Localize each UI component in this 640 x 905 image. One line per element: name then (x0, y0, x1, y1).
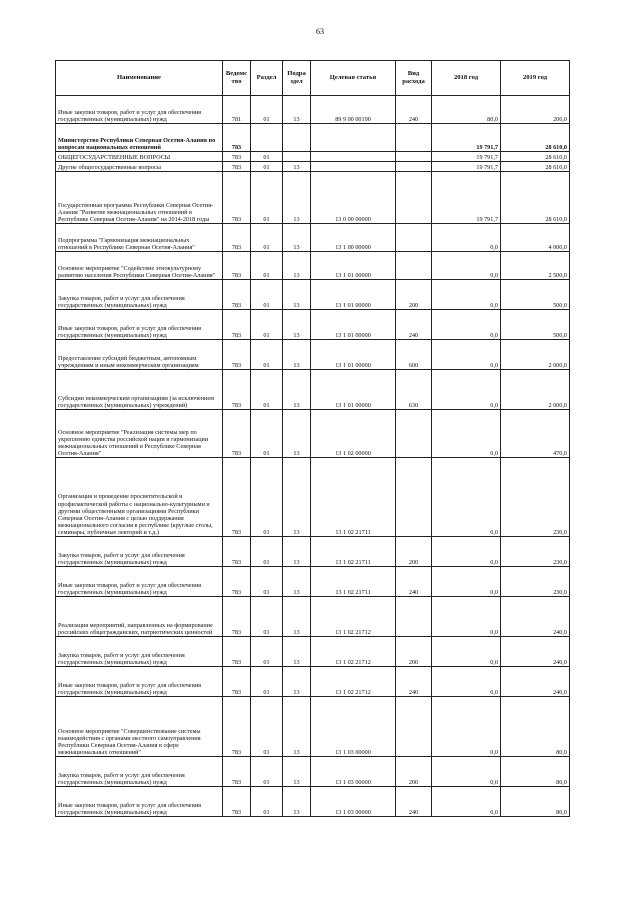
cell-target-article: 13 1 02 21712 (311, 637, 396, 667)
table-row (56, 697, 570, 757)
cell-year-2018: 0,0 (432, 597, 501, 637)
cell-section: 01 (251, 370, 283, 410)
cell-section: 01 (251, 280, 283, 310)
cell-department: 783 (223, 340, 251, 370)
cell-subsection: 13 (283, 458, 311, 537)
cell-year-2018: 80,0 (432, 96, 501, 124)
cell-section: 01 (251, 458, 283, 537)
cell-year-2019: 230,0 (501, 458, 570, 537)
cell-expense-type (396, 458, 432, 537)
cell-year-2019: 2 000,0 (501, 340, 570, 370)
header-year-2018: 2018 год (432, 61, 501, 96)
cell-year-2018: 0,0 (432, 340, 501, 370)
budget-table (55, 60, 570, 817)
table-row (56, 567, 570, 597)
cell-name: Основное мероприятие "Совершенствование системы взаимодействия с органами местного самоуправления Республики Северная Осетия-Алания в сфере межнациональных отношений" (56, 697, 223, 757)
cell-subsection: 13 (283, 280, 311, 310)
cell-subsection: 13 (283, 667, 311, 697)
cell-name: Субсидии некоммерческим организациям (за исключением государственных (муниципальных) учреждений) (56, 370, 223, 410)
cell-year-2019: 500,0 (501, 280, 570, 310)
cell-year-2018: 0,0 (432, 757, 501, 787)
cell-section (251, 124, 283, 152)
cell-department: 781 (223, 96, 251, 124)
cell-expense-type: 630 (396, 370, 432, 410)
cell-department: 783 (223, 172, 251, 224)
cell-name: Закупка товаров, работ и услуг для обеспечения государственных (муниципальных) нужд (56, 280, 223, 310)
table-row (56, 124, 570, 152)
cell-year-2019: 28 610,0 (501, 162, 570, 172)
cell-name: Иные закупки товаров, работ и услуг для обеспечения государственных (муниципальных) нужд (56, 787, 223, 817)
cell-expense-type: 240 (396, 787, 432, 817)
cell-subsection: 13 (283, 637, 311, 667)
table-header (56, 61, 570, 96)
cell-department: 783 (223, 124, 251, 152)
table-row (56, 410, 570, 458)
cell-year-2019: 4 000,0 (501, 224, 570, 252)
cell-year-2019: 80,0 (501, 757, 570, 787)
cell-subsection: 13 (283, 410, 311, 458)
cell-name: Иные закупки товаров, работ и услуг для обеспечения государственных (муниципальных) нужд (56, 567, 223, 597)
cell-target-article: 13 0 00 00000 (311, 172, 396, 224)
cell-subsection: 13 (283, 252, 311, 280)
cell-section: 01 (251, 637, 283, 667)
cell-department: 783 (223, 458, 251, 537)
table-row (56, 340, 570, 370)
cell-department: 783 (223, 280, 251, 310)
cell-expense-type: 600 (396, 340, 432, 370)
table-row (56, 370, 570, 410)
cell-section: 01 (251, 537, 283, 567)
cell-expense-type (396, 597, 432, 637)
table-body (56, 96, 570, 817)
cell-expense-type: 200 (396, 757, 432, 787)
cell-name: Иные закупки товаров, работ и услуг для обеспечения государственных (муниципальных) нужд (56, 310, 223, 340)
cell-name: Иные закупки товаров, работ и услуг для обеспечения государственных (муниципальных) нужд (56, 667, 223, 697)
cell-name: Организация и проведение просветительской и профилактической работы с национально-культурными и другими общественными организациями Республики Северная Осетия-Алания с целью поддержания межнационального согласия в республике (круглые столы, семинары, публичные лекторий и т.д.) (56, 458, 223, 537)
table-row (56, 280, 570, 310)
cell-name: Закупка товаров, работ и услуг для обеспечения государственных (муниципальных) нужд (56, 637, 223, 667)
cell-expense-type (396, 162, 432, 172)
cell-target-article (311, 162, 396, 172)
cell-subsection: 13 (283, 567, 311, 597)
cell-year-2019: 230,0 (501, 567, 570, 597)
cell-name: Реализация мероприятий, направленных на формирование российских общегражданских, патриотических ценностей (56, 597, 223, 637)
cell-target-article: 13 1 03 00000 (311, 757, 396, 787)
cell-expense-type (396, 172, 432, 224)
header-subsection: Подра здел (283, 61, 311, 96)
cell-year-2018: 0,0 (432, 280, 501, 310)
cell-target-article: 13 1 01 00000 (311, 280, 396, 310)
cell-subsection: 13 (283, 162, 311, 172)
header-target-article: Целевая статья (311, 61, 396, 96)
cell-department: 783 (223, 637, 251, 667)
cell-department: 783 (223, 152, 251, 162)
cell-target-article: 89 9 00 00190 (311, 96, 396, 124)
cell-subsection: 13 (283, 537, 311, 567)
cell-name: Основное мероприятие "Реализация системы мер по укреплению единства российской нации и гармонизации межнациональных отношений в Республике Северная Осетия-Алания" (56, 410, 223, 458)
cell-expense-type (396, 124, 432, 152)
table-row (56, 162, 570, 172)
table-row (56, 537, 570, 567)
cell-subsection: 13 (283, 597, 311, 637)
cell-year-2019: 240,0 (501, 597, 570, 637)
cell-department: 783 (223, 567, 251, 597)
cell-year-2019: 230,0 (501, 537, 570, 567)
cell-section: 01 (251, 162, 283, 172)
cell-target-article: 13 1 02 21712 (311, 597, 396, 637)
header-year-2019: 2019 год (501, 61, 570, 96)
cell-year-2019: 80,0 (501, 697, 570, 757)
cell-name: Государственная программа Республики Северная Осетия-Алания "Развитие межнациональных отношений в Республике Северная Осетия-Алания" на 2014-2018 годы (56, 172, 223, 224)
cell-department: 783 (223, 310, 251, 340)
cell-name: ОБЩЕГОСУДАРСТВЕННЫЕ ВОПРОСЫ (56, 152, 223, 162)
cell-expense-type: 240 (396, 96, 432, 124)
cell-target-article: 13 1 01 00000 (311, 310, 396, 340)
table-row (56, 152, 570, 162)
cell-name: Закупка товаров, работ и услуг для обеспечения государственных (муниципальных) нужд (56, 537, 223, 567)
cell-subsection: 13 (283, 96, 311, 124)
table-row (56, 252, 570, 280)
cell-expense-type: 240 (396, 310, 432, 340)
cell-year-2018: 0,0 (432, 567, 501, 597)
cell-target-article: 13 1 03 00000 (311, 787, 396, 817)
cell-name: Подпрограмма "Гармонизация межнациональных отношений в Республике Северная Осетия-Алания" (56, 224, 223, 252)
table-row (56, 458, 570, 537)
cell-section: 01 (251, 172, 283, 224)
cell-department: 783 (223, 597, 251, 637)
cell-year-2019: 470,0 (501, 410, 570, 458)
cell-section: 01 (251, 787, 283, 817)
cell-expense-type (396, 252, 432, 280)
cell-year-2018: 0,0 (432, 310, 501, 340)
cell-year-2018: 19 791,7 (432, 172, 501, 224)
cell-expense-type (396, 224, 432, 252)
cell-year-2018: 0,0 (432, 252, 501, 280)
cell-section: 01 (251, 224, 283, 252)
table-row (56, 310, 570, 340)
cell-year-2019: 500,0 (501, 310, 570, 340)
cell-subsection: 13 (283, 757, 311, 787)
cell-name: Предоставление субсидий бюджетным, автономным учреждениям и иным некоммерческим организациям (56, 340, 223, 370)
cell-subsection: 13 (283, 224, 311, 252)
table-row (56, 597, 570, 637)
table-row (56, 757, 570, 787)
cell-department: 783 (223, 757, 251, 787)
header-name: Наименование (56, 61, 223, 96)
cell-department: 783 (223, 697, 251, 757)
cell-year-2019: 28 610,0 (501, 172, 570, 224)
cell-subsection: 13 (283, 172, 311, 224)
header-section: Раздел (251, 61, 283, 96)
cell-target-article: 13 1 02 00000 (311, 410, 396, 458)
cell-name: Иные закупки товаров, работ и услуг для обеспечения государственных (муниципальных) нужд (56, 96, 223, 124)
table-row (56, 96, 570, 124)
cell-year-2018: 0,0 (432, 697, 501, 757)
cell-year-2018: 19 791,7 (432, 124, 501, 152)
cell-year-2019: 80,0 (501, 787, 570, 817)
table-row (56, 667, 570, 697)
cell-year-2018: 0,0 (432, 370, 501, 410)
cell-expense-type: 240 (396, 567, 432, 597)
cell-expense-type (396, 152, 432, 162)
cell-section: 01 (251, 310, 283, 340)
cell-target-article: 13 1 01 00000 (311, 340, 396, 370)
table-row (56, 637, 570, 667)
cell-target-article: 13 1 03 00000 (311, 697, 396, 757)
cell-year-2018: 0,0 (432, 667, 501, 697)
cell-section: 01 (251, 252, 283, 280)
cell-year-2019: 240,0 (501, 637, 570, 667)
cell-year-2019: 28 610,0 (501, 152, 570, 162)
table-row (56, 224, 570, 252)
page-number: 63 (316, 27, 324, 36)
cell-section: 01 (251, 96, 283, 124)
cell-section: 01 (251, 667, 283, 697)
cell-year-2019: 206,0 (501, 96, 570, 124)
cell-target-article (311, 124, 396, 152)
cell-target-article: 13 1 02 21711 (311, 567, 396, 597)
cell-section: 01 (251, 757, 283, 787)
cell-section: 01 (251, 410, 283, 458)
cell-expense-type (396, 697, 432, 757)
cell-year-2018: 0,0 (432, 537, 501, 567)
cell-year-2018: 0,0 (432, 787, 501, 817)
cell-subsection: 13 (283, 340, 311, 370)
cell-department: 783 (223, 537, 251, 567)
cell-name: Министерство Республики Северная Осетия-Алания по вопросам национальных отношений (56, 124, 223, 152)
cell-expense-type (396, 410, 432, 458)
cell-expense-type: 200 (396, 637, 432, 667)
cell-department: 783 (223, 410, 251, 458)
cell-name: Основное мероприятие "Содействие этнокультурному развитию населения Республики Северная Осетия-Алания" (56, 252, 223, 280)
cell-department: 783 (223, 370, 251, 410)
cell-name: Другие общегосударственные вопросы (56, 162, 223, 172)
cell-subsection (283, 152, 311, 162)
cell-expense-type: 200 (396, 280, 432, 310)
cell-target-article: 13 1 02 21711 (311, 537, 396, 567)
cell-expense-type: 200 (396, 537, 432, 567)
cell-year-2018: 19 791,7 (432, 162, 501, 172)
cell-subsection: 13 (283, 787, 311, 817)
cell-subsection: 13 (283, 310, 311, 340)
cell-subsection: 13 (283, 370, 311, 410)
cell-target-article: 13 1 01 00000 (311, 370, 396, 410)
cell-department: 783 (223, 667, 251, 697)
cell-year-2018: 0,0 (432, 410, 501, 458)
cell-department: 783 (223, 252, 251, 280)
cell-department: 783 (223, 162, 251, 172)
cell-section: 01 (251, 340, 283, 370)
table-row (56, 172, 570, 224)
cell-section: 01 (251, 152, 283, 162)
cell-year-2018: 0,0 (432, 637, 501, 667)
cell-year-2019: 240,0 (501, 667, 570, 697)
cell-year-2019: 2 500,0 (501, 252, 570, 280)
cell-target-article: 13 1 02 21712 (311, 667, 396, 697)
cell-year-2019: 28 610,0 (501, 124, 570, 152)
cell-name: Закупка товаров, работ и услуг для обеспечения государственных (муниципальных) нужд (56, 757, 223, 787)
cell-target-article (311, 152, 396, 162)
cell-department: 783 (223, 224, 251, 252)
cell-target-article: 13 1 02 21711 (311, 458, 396, 537)
cell-section: 01 (251, 697, 283, 757)
cell-subsection (283, 124, 311, 152)
table-row (56, 787, 570, 817)
cell-subsection: 13 (283, 697, 311, 757)
cell-year-2018: 0,0 (432, 458, 501, 537)
cell-target-article: 13 1 01 00000 (311, 252, 396, 280)
cell-year-2018: 0,0 (432, 224, 501, 252)
header-department: Ведомс тво (223, 61, 251, 96)
cell-year-2019: 2 000,0 (501, 370, 570, 410)
cell-section: 01 (251, 597, 283, 637)
cell-year-2018: 19 791,7 (432, 152, 501, 162)
cell-section: 01 (251, 567, 283, 597)
cell-expense-type: 240 (396, 667, 432, 697)
cell-department: 783 (223, 787, 251, 817)
header-expense-type: Вид расхода (396, 61, 432, 96)
cell-target-article: 13 1 00 00000 (311, 224, 396, 252)
